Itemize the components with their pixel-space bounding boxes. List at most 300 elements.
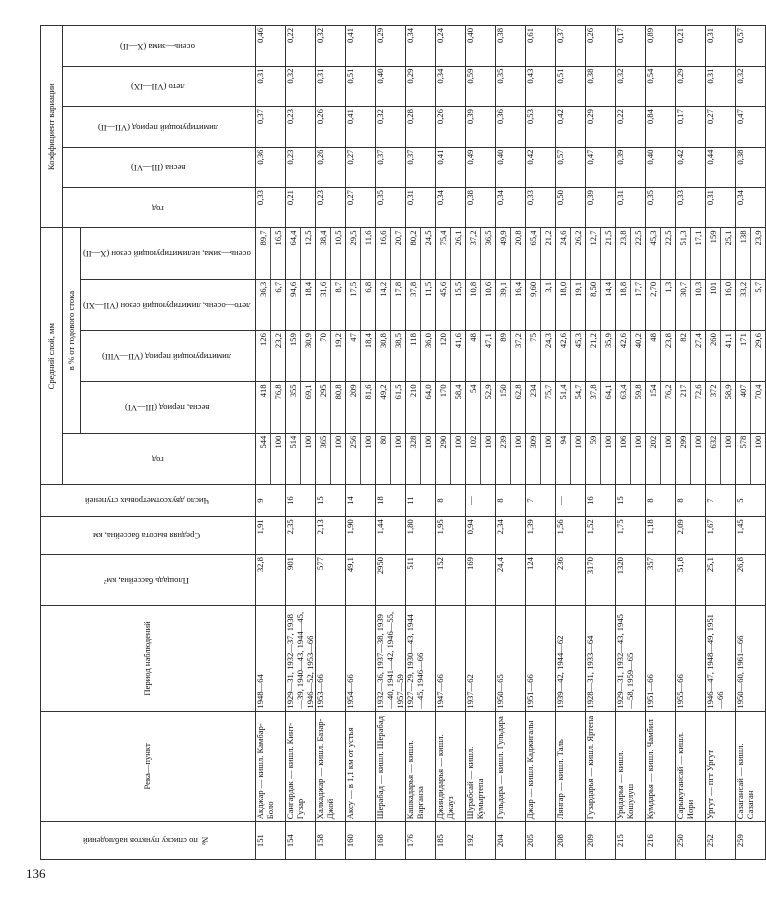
cell-cv-spring: 0,26 xyxy=(316,147,346,187)
cell-summer-autumn xyxy=(586,279,616,330)
cell-spring-value: 154 xyxy=(646,382,661,432)
cell-spring-percent: 75,7 xyxy=(543,384,554,400)
cell-cv-limit: 0,42 xyxy=(556,107,586,147)
cell-no: 158 xyxy=(316,822,346,860)
cell-spring-percent: 61,5 xyxy=(393,384,404,400)
cell-year-value: 632 xyxy=(706,434,721,484)
cell-cv-year: 0,21 xyxy=(286,188,316,228)
cell-autumn-winter-value: 75,4 xyxy=(436,229,451,279)
table-row xyxy=(496,26,526,860)
cell-river: Сарыкутансай — кишл. Иори xyxy=(676,711,706,822)
cell-spring-percent: 58,4 xyxy=(453,384,464,400)
cell-year-percent: 100 xyxy=(573,435,584,449)
cell-height: 1,95 xyxy=(436,517,466,555)
page-number: 136 xyxy=(26,866,46,881)
cell-limit-percent: 23,2 xyxy=(273,333,284,349)
cell-spring-percent: 64,0 xyxy=(423,384,434,400)
cell-height: 1,91 xyxy=(256,517,286,555)
cell-summer-autumn-value: 36,3 xyxy=(256,280,271,330)
cell-no: 185 xyxy=(436,822,466,860)
cell-autumn-winter-value: 64,4 xyxy=(286,229,301,279)
cell-summer-autumn xyxy=(406,279,436,330)
cell-period: 1950—65 xyxy=(496,606,526,711)
cell-period: 1951—66 xyxy=(646,606,676,711)
col-period: Период наблюдений xyxy=(41,606,256,711)
cell-spring-value: 295 xyxy=(316,382,331,432)
col-cv: Коэффициент вариации xyxy=(41,26,63,229)
cell-summer-autumn-percent: 18,4 xyxy=(303,281,314,297)
cell-spring-value: 418 xyxy=(256,382,271,432)
cell-limit-percent: 35,9 xyxy=(603,333,614,349)
cell-spring xyxy=(286,382,316,433)
cell-cv-limit: 0,53 xyxy=(526,107,556,147)
cell-limit xyxy=(256,331,286,382)
rotated-table-wrapper xyxy=(40,25,764,860)
cell-limit-value: 47 xyxy=(346,331,361,381)
cell-cv-year: 0,31 xyxy=(616,188,646,228)
cell-autumn-winter-percent: 21,2 xyxy=(543,230,554,246)
table-row xyxy=(466,26,496,860)
cell-cv-limit: 0,17 xyxy=(676,107,706,147)
cell-steps: 18 xyxy=(376,484,406,516)
cell-spring xyxy=(256,382,286,433)
cell-summer-autumn-value: 39,1 xyxy=(496,280,511,330)
cell-limit-percent: 29,6 xyxy=(753,333,764,349)
cell-cv-aw: 0,41 xyxy=(346,26,376,67)
table-row xyxy=(556,26,586,860)
cell-summer-autumn-value: 10,8 xyxy=(466,280,481,330)
cell-cv-spring: 0,37 xyxy=(406,147,436,187)
cell-year-percent: 100 xyxy=(543,435,554,449)
cell-river: Сазагансай — кишл. Сазаган xyxy=(736,711,766,822)
cell-height: 2,34 xyxy=(496,517,526,555)
cell-autumn-winter-value: 49,9 xyxy=(496,229,511,279)
cell-summer-autumn-percent: 6,7 xyxy=(273,281,284,293)
cell-area: 901 xyxy=(286,555,316,606)
cell-autumn-winter-value: 138 xyxy=(736,229,751,279)
cell-summer-autumn-percent: 11,5 xyxy=(423,281,434,297)
cell-year xyxy=(316,433,346,484)
cell-year-percent: 100 xyxy=(663,435,674,449)
cell-year xyxy=(436,433,466,484)
cell-cv-summer: 0,32 xyxy=(286,66,316,106)
cell-cv-limit: 0,39 xyxy=(466,107,496,147)
cell-height: 1,18 xyxy=(646,517,676,555)
cell-year-value: 544 xyxy=(256,434,271,484)
cell-height: 1,56 xyxy=(556,517,586,555)
cell-autumn-winter-value: 51,3 xyxy=(676,229,691,279)
cell-area: 236 xyxy=(556,555,586,606)
cell-cv-summer: 0,31 xyxy=(256,66,286,106)
cell-spring-value: 372 xyxy=(706,382,721,432)
cell-spring-value: 355 xyxy=(286,382,301,432)
cell-spring-value: 37,8 xyxy=(586,382,601,432)
cell-summer-autumn xyxy=(556,279,586,330)
cell-summer-autumn-value: 101 xyxy=(706,280,721,330)
cell-cv-year: 0,34 xyxy=(736,188,766,228)
cell-spring-value: 54 xyxy=(466,382,481,432)
cell-limit xyxy=(526,331,556,382)
cell-cv-summer: 0,31 xyxy=(706,66,736,106)
cell-limit-value: 118 xyxy=(406,331,421,381)
col-year: год xyxy=(63,433,256,484)
cell-limit-percent: 23,8 xyxy=(663,333,674,349)
cell-height: 1,90 xyxy=(346,517,376,555)
cell-limit xyxy=(286,331,316,382)
cell-limit xyxy=(406,331,436,382)
cell-autumn-winter-value: 45,3 xyxy=(646,229,661,279)
cell-cv-limit: 0,27 xyxy=(706,107,736,147)
col-no: № по списку пунктов наблюдений xyxy=(41,822,256,860)
cell-limit-value: 21,2 xyxy=(586,331,601,381)
cell-steps: 9 xyxy=(256,484,286,516)
cell-no: 216 xyxy=(646,822,676,860)
cell-spring-percent: 80,8 xyxy=(333,384,344,400)
cell-limit-percent: 18,4 xyxy=(363,333,374,349)
cell-year-percent: 100 xyxy=(633,435,644,449)
cell-year xyxy=(466,433,496,484)
cell-limit xyxy=(586,331,616,382)
cell-spring xyxy=(586,382,616,433)
cell-year-value: 239 xyxy=(496,434,511,484)
cell-autumn-winter xyxy=(346,228,376,279)
cell-period: 1955—66 xyxy=(676,606,706,711)
cell-steps: 15 xyxy=(616,484,646,516)
cell-summer-autumn-percent: 14,4 xyxy=(603,281,614,297)
cell-autumn-winter xyxy=(316,228,346,279)
cell-limit-percent: 24,3 xyxy=(543,333,554,349)
cell-summer-autumn-value: 18,0 xyxy=(556,280,571,330)
cell-river: Акджар — кишл. Камбар-Боло xyxy=(256,711,286,822)
col-cv-aw: осень—зима (X—II) xyxy=(63,26,256,67)
cell-cv-aw: 0,37 xyxy=(556,26,586,67)
cell-height: 1,45 xyxy=(736,517,766,555)
cell-limit xyxy=(316,331,346,382)
table-row xyxy=(706,26,736,860)
cell-year-percent: 100 xyxy=(273,435,284,449)
cell-summer-autumn-percent: 6,8 xyxy=(363,281,374,293)
cell-cv-limit: 0,41 xyxy=(346,107,376,147)
cell-year-value: 514 xyxy=(286,434,301,484)
cell-steps: 8 xyxy=(436,484,466,516)
cell-year-percent: 100 xyxy=(693,435,704,449)
cell-no: 205 xyxy=(526,822,556,860)
cell-autumn-winter xyxy=(526,228,556,279)
cell-limit-percent: 41,6 xyxy=(453,333,464,349)
table-row xyxy=(436,26,466,860)
cell-summer-autumn-percent: 3,1 xyxy=(543,281,554,293)
cell-spring xyxy=(496,382,526,433)
cell-year xyxy=(256,433,286,484)
cell-year xyxy=(406,433,436,484)
cell-steps: 8 xyxy=(676,484,706,516)
cell-cv-aw: 0,31 xyxy=(706,26,736,67)
cell-limit-value: 75 xyxy=(526,331,541,381)
cell-autumn-winter xyxy=(646,228,676,279)
cell-summer-autumn xyxy=(706,279,736,330)
cell-cv-aw: 0,21 xyxy=(676,26,706,67)
cell-period: 1948—64 xyxy=(256,606,286,711)
cell-cv-year: 0,33 xyxy=(526,188,556,228)
cell-autumn-winter-percent: 22,5 xyxy=(663,230,674,246)
cell-cv-summer: 0,34 xyxy=(436,66,466,106)
cell-autumn-winter-value: 24,6 xyxy=(556,229,571,279)
cell-cv-limit: 0,28 xyxy=(406,107,436,147)
cell-cv-summer: 0,35 xyxy=(496,66,526,106)
cell-river: Гульдара — кишл. Гульдара xyxy=(496,711,526,822)
cell-cv-aw: 0,38 xyxy=(496,26,526,67)
cell-autumn-winter-value: 89,7 xyxy=(256,229,271,279)
cell-summer-autumn-percent: 17,7 xyxy=(633,281,644,297)
cell-year-value: 328 xyxy=(406,434,421,484)
cell-cv-year: 0,35 xyxy=(646,188,676,228)
col-steps: Число двухсотметровых ступеней xyxy=(41,484,256,516)
cell-river: Шурабсай — кишл. Кумыртепа xyxy=(466,711,496,822)
cell-cv-spring: 0,41 xyxy=(436,147,466,187)
table-row xyxy=(406,26,436,860)
cell-steps: — xyxy=(466,484,496,516)
cell-year xyxy=(676,433,706,484)
cell-summer-autumn-percent: 10,3 xyxy=(693,281,704,297)
cell-river: Халкаджар — кишл. Базар-Джой xyxy=(316,711,346,822)
cell-spring-percent: 54,7 xyxy=(573,384,584,400)
cell-spring-value: 217 xyxy=(676,382,691,432)
cell-spring xyxy=(436,382,466,433)
cell-area: 511 xyxy=(406,555,436,606)
cell-river: Шерабад — кишл. Шерабад xyxy=(376,711,406,822)
cell-cv-limit: 0,23 xyxy=(286,107,316,147)
cell-area: 1320 xyxy=(616,555,646,606)
col-river: Река—пункт xyxy=(41,711,256,822)
cell-limit-percent: 19,2 xyxy=(333,333,344,349)
cell-cv-year: 0,38 xyxy=(466,188,496,228)
cell-river: Лянгар — кишл. Таль xyxy=(556,711,586,822)
col-autumn-winter: осень—зима, нелимитирующий сезон (X—II) xyxy=(81,228,256,279)
cell-summer-autumn-value: 9,60 xyxy=(526,280,541,330)
cell-limit-value: 42,6 xyxy=(616,331,631,381)
cell-river: Кумдарья — кишл. Чамбил xyxy=(646,711,676,822)
cell-year xyxy=(376,433,406,484)
cell-cv-summer: 0,32 xyxy=(736,66,766,106)
cell-spring xyxy=(466,382,496,433)
cell-year xyxy=(736,433,766,484)
cell-spring-percent: 72,6 xyxy=(693,384,704,400)
cell-summer-autumn xyxy=(676,279,706,330)
table-row xyxy=(616,26,646,860)
cell-autumn-winter xyxy=(556,228,586,279)
cell-spring xyxy=(616,382,646,433)
cell-cv-year: 0,31 xyxy=(706,188,736,228)
cell-summer-autumn-value: 17,5 xyxy=(346,280,361,330)
cell-year-percent: 100 xyxy=(453,435,464,449)
cell-limit xyxy=(346,331,376,382)
cell-period: 1946—47, 1948—49, 1951—66 xyxy=(706,606,736,711)
cell-year-value: 578 xyxy=(736,434,751,484)
cell-autumn-winter-percent: 23,9 xyxy=(753,230,764,246)
cell-no: 208 xyxy=(556,822,586,860)
cell-steps: 11 xyxy=(406,484,436,516)
cell-height: 1,75 xyxy=(616,517,646,555)
cell-spring-value: 51,4 xyxy=(556,382,571,432)
cell-summer-autumn xyxy=(286,279,316,330)
cell-year xyxy=(346,433,376,484)
cell-cv-spring: 0,40 xyxy=(496,147,526,187)
cell-cv-aw: 0,17 xyxy=(616,26,646,67)
col-cv-spring: весна (III—VI) xyxy=(63,147,256,187)
cell-summer-autumn xyxy=(346,279,376,330)
cell-river: Аксу — в 1,1 км от устья xyxy=(346,711,376,822)
cell-spring xyxy=(706,382,736,433)
cell-spring xyxy=(406,382,436,433)
cell-no: 204 xyxy=(496,822,526,860)
cell-year-percent: 100 xyxy=(483,435,494,449)
cell-no: 259 xyxy=(736,822,766,860)
cell-cv-summer: 0,29 xyxy=(406,66,436,106)
cell-autumn-winter-value: 29,5 xyxy=(346,229,361,279)
cell-autumn-winter-percent: 10,5 xyxy=(333,230,344,246)
cell-spring-percent: 52,9 xyxy=(483,384,494,400)
cell-period: 1937—62 xyxy=(466,606,496,711)
cell-summer-autumn-percent: 16,0 xyxy=(723,281,734,297)
cell-limit-value: 42,6 xyxy=(556,331,571,381)
cell-cv-spring: 0,42 xyxy=(526,147,556,187)
cell-height: 2,35 xyxy=(286,517,316,555)
table-row xyxy=(676,26,706,860)
cell-summer-autumn-value: 30,7 xyxy=(676,280,691,330)
cell-steps: 5 xyxy=(736,484,766,516)
cell-period: 1951—66 xyxy=(526,606,556,711)
col-summer-limit: лимитирующий период (VII—VIII) xyxy=(81,331,256,382)
cell-area: 26,8 xyxy=(736,555,766,606)
cell-limit-percent: 38,5 xyxy=(393,333,404,349)
cell-autumn-winter-value: 12,7 xyxy=(586,229,601,279)
cell-height: 0,94 xyxy=(466,517,496,555)
cell-year xyxy=(286,433,316,484)
cell-cv-summer: 0,40 xyxy=(376,66,406,106)
cell-limit-value: 126 xyxy=(256,331,271,381)
cell-summer-autumn-value: 45,6 xyxy=(436,280,451,330)
cell-spring-value: 407 xyxy=(736,382,751,432)
cell-steps: 7 xyxy=(526,484,556,516)
cell-steps: 7 xyxy=(706,484,736,516)
cell-period: 1950—60, 1961—66 xyxy=(736,606,766,711)
cell-spring-value: 63,4 xyxy=(616,382,631,432)
cell-cv-year: 0,39 xyxy=(586,188,616,228)
cell-year-value: 290 xyxy=(436,434,451,484)
cell-autumn-winter xyxy=(256,228,286,279)
cell-spring xyxy=(346,382,376,433)
cell-period: 1929—31, 1932—43, 1945—58, 1959—65 xyxy=(616,606,646,711)
cell-summer-autumn xyxy=(526,279,556,330)
col-area: Площадь бассейна, км² xyxy=(41,555,256,606)
cell-cv-summer: 0,54 xyxy=(646,66,676,106)
cell-period: 1927—29, 1930—43, 1944—45, 1946—66 xyxy=(406,606,436,711)
col-height: Средняя высота бассейна, км xyxy=(41,517,256,555)
cell-steps: 8 xyxy=(496,484,526,516)
cell-year-value: 106 xyxy=(616,434,631,484)
cell-limit-percent: 37,2 xyxy=(513,333,524,349)
cell-spring xyxy=(316,382,346,433)
cell-period: 1928—31, 1933—64 xyxy=(586,606,616,711)
cell-limit xyxy=(616,331,646,382)
cell-cv-summer: 0,51 xyxy=(346,66,376,106)
cell-autumn-winter-percent: 17,1 xyxy=(693,230,704,246)
cell-cv-aw: 0,46 xyxy=(256,26,286,67)
cell-spring-value: 234 xyxy=(526,382,541,432)
cell-spring-value: 49,2 xyxy=(376,382,391,432)
cell-limit-value: 30,8 xyxy=(376,331,391,381)
cell-autumn-winter-percent: 25,1 xyxy=(723,230,734,246)
cell-cv-spring: 0,49 xyxy=(466,147,496,187)
cell-river: Сангардак — кишл. Кинт-Гузар xyxy=(286,711,316,822)
cell-cv-summer: 0,51 xyxy=(556,66,586,106)
cell-cv-year: 0,31 xyxy=(406,188,436,228)
cell-autumn-winter-percent: 20,8 xyxy=(513,230,524,246)
cell-area: 577 xyxy=(316,555,346,606)
cell-height: 1,67 xyxy=(706,517,736,555)
cell-autumn-winter xyxy=(616,228,646,279)
cell-autumn-winter xyxy=(286,228,316,279)
cell-summer-autumn-value: 2,70 xyxy=(646,280,661,330)
cell-summer-autumn-value: 18,8 xyxy=(616,280,631,330)
cell-spring-value: 209 xyxy=(346,382,361,432)
cell-steps: 16 xyxy=(286,484,316,516)
cell-spring-percent: 70,4 xyxy=(753,384,764,400)
cell-limit-percent: 27,4 xyxy=(693,333,704,349)
cell-period: 1932—36, 1937—38, 1939—40, 1941—42, 1946—55, 1957—59 xyxy=(376,606,406,711)
cell-summer-autumn-percent: 16,4 xyxy=(513,281,524,297)
cell-cv-year: 0,50 xyxy=(556,188,586,228)
cell-spring-percent: 69,1 xyxy=(303,384,314,400)
cell-cv-year: 0,34 xyxy=(496,188,526,228)
cell-cv-summer: 0,43 xyxy=(526,66,556,106)
cell-summer-autumn-value: 37,8 xyxy=(406,280,421,330)
cell-river: Джар — кишл. Каджигалы xyxy=(526,711,556,822)
cell-year-percent: 100 xyxy=(513,435,524,449)
cell-river: Джиндидарья — кишл. Джауз xyxy=(436,711,466,822)
cell-autumn-winter-value: 37,2 xyxy=(466,229,481,279)
cell-autumn-winter xyxy=(706,228,736,279)
cell-spring xyxy=(736,382,766,433)
cell-height: 1,80 xyxy=(406,517,436,555)
cell-year-percent: 100 xyxy=(423,435,434,449)
cell-limit-percent: 41,1 xyxy=(723,333,734,349)
cell-cv-aw: 0,57 xyxy=(736,26,766,67)
table-row xyxy=(376,26,406,860)
cell-no: 192 xyxy=(466,822,496,860)
table-row xyxy=(316,26,346,860)
cell-cv-summer: 0,32 xyxy=(616,66,646,106)
cell-limit xyxy=(736,331,766,382)
cell-summer-autumn-percent: 5,7 xyxy=(753,281,764,293)
cell-limit-value: 48 xyxy=(466,331,481,381)
cell-autumn-winter-value: 16,6 xyxy=(376,229,391,279)
cell-area: 124 xyxy=(526,555,556,606)
cell-cv-aw: 0,61 xyxy=(526,26,556,67)
cell-area: 51,8 xyxy=(676,555,706,606)
cell-limit-value: 82 xyxy=(676,331,691,381)
cell-no: 168 xyxy=(376,822,406,860)
cell-steps: 16 xyxy=(586,484,616,516)
table-row xyxy=(256,26,286,860)
cell-no: 252 xyxy=(706,822,736,860)
cell-year-value: 309 xyxy=(526,434,541,484)
cell-year-percent: 100 xyxy=(363,435,374,449)
cell-summer-autumn-percent: 8,7 xyxy=(333,281,344,293)
cell-cv-aw: 0,26 xyxy=(586,26,616,67)
cell-limit xyxy=(676,331,706,382)
table-row xyxy=(646,26,676,860)
